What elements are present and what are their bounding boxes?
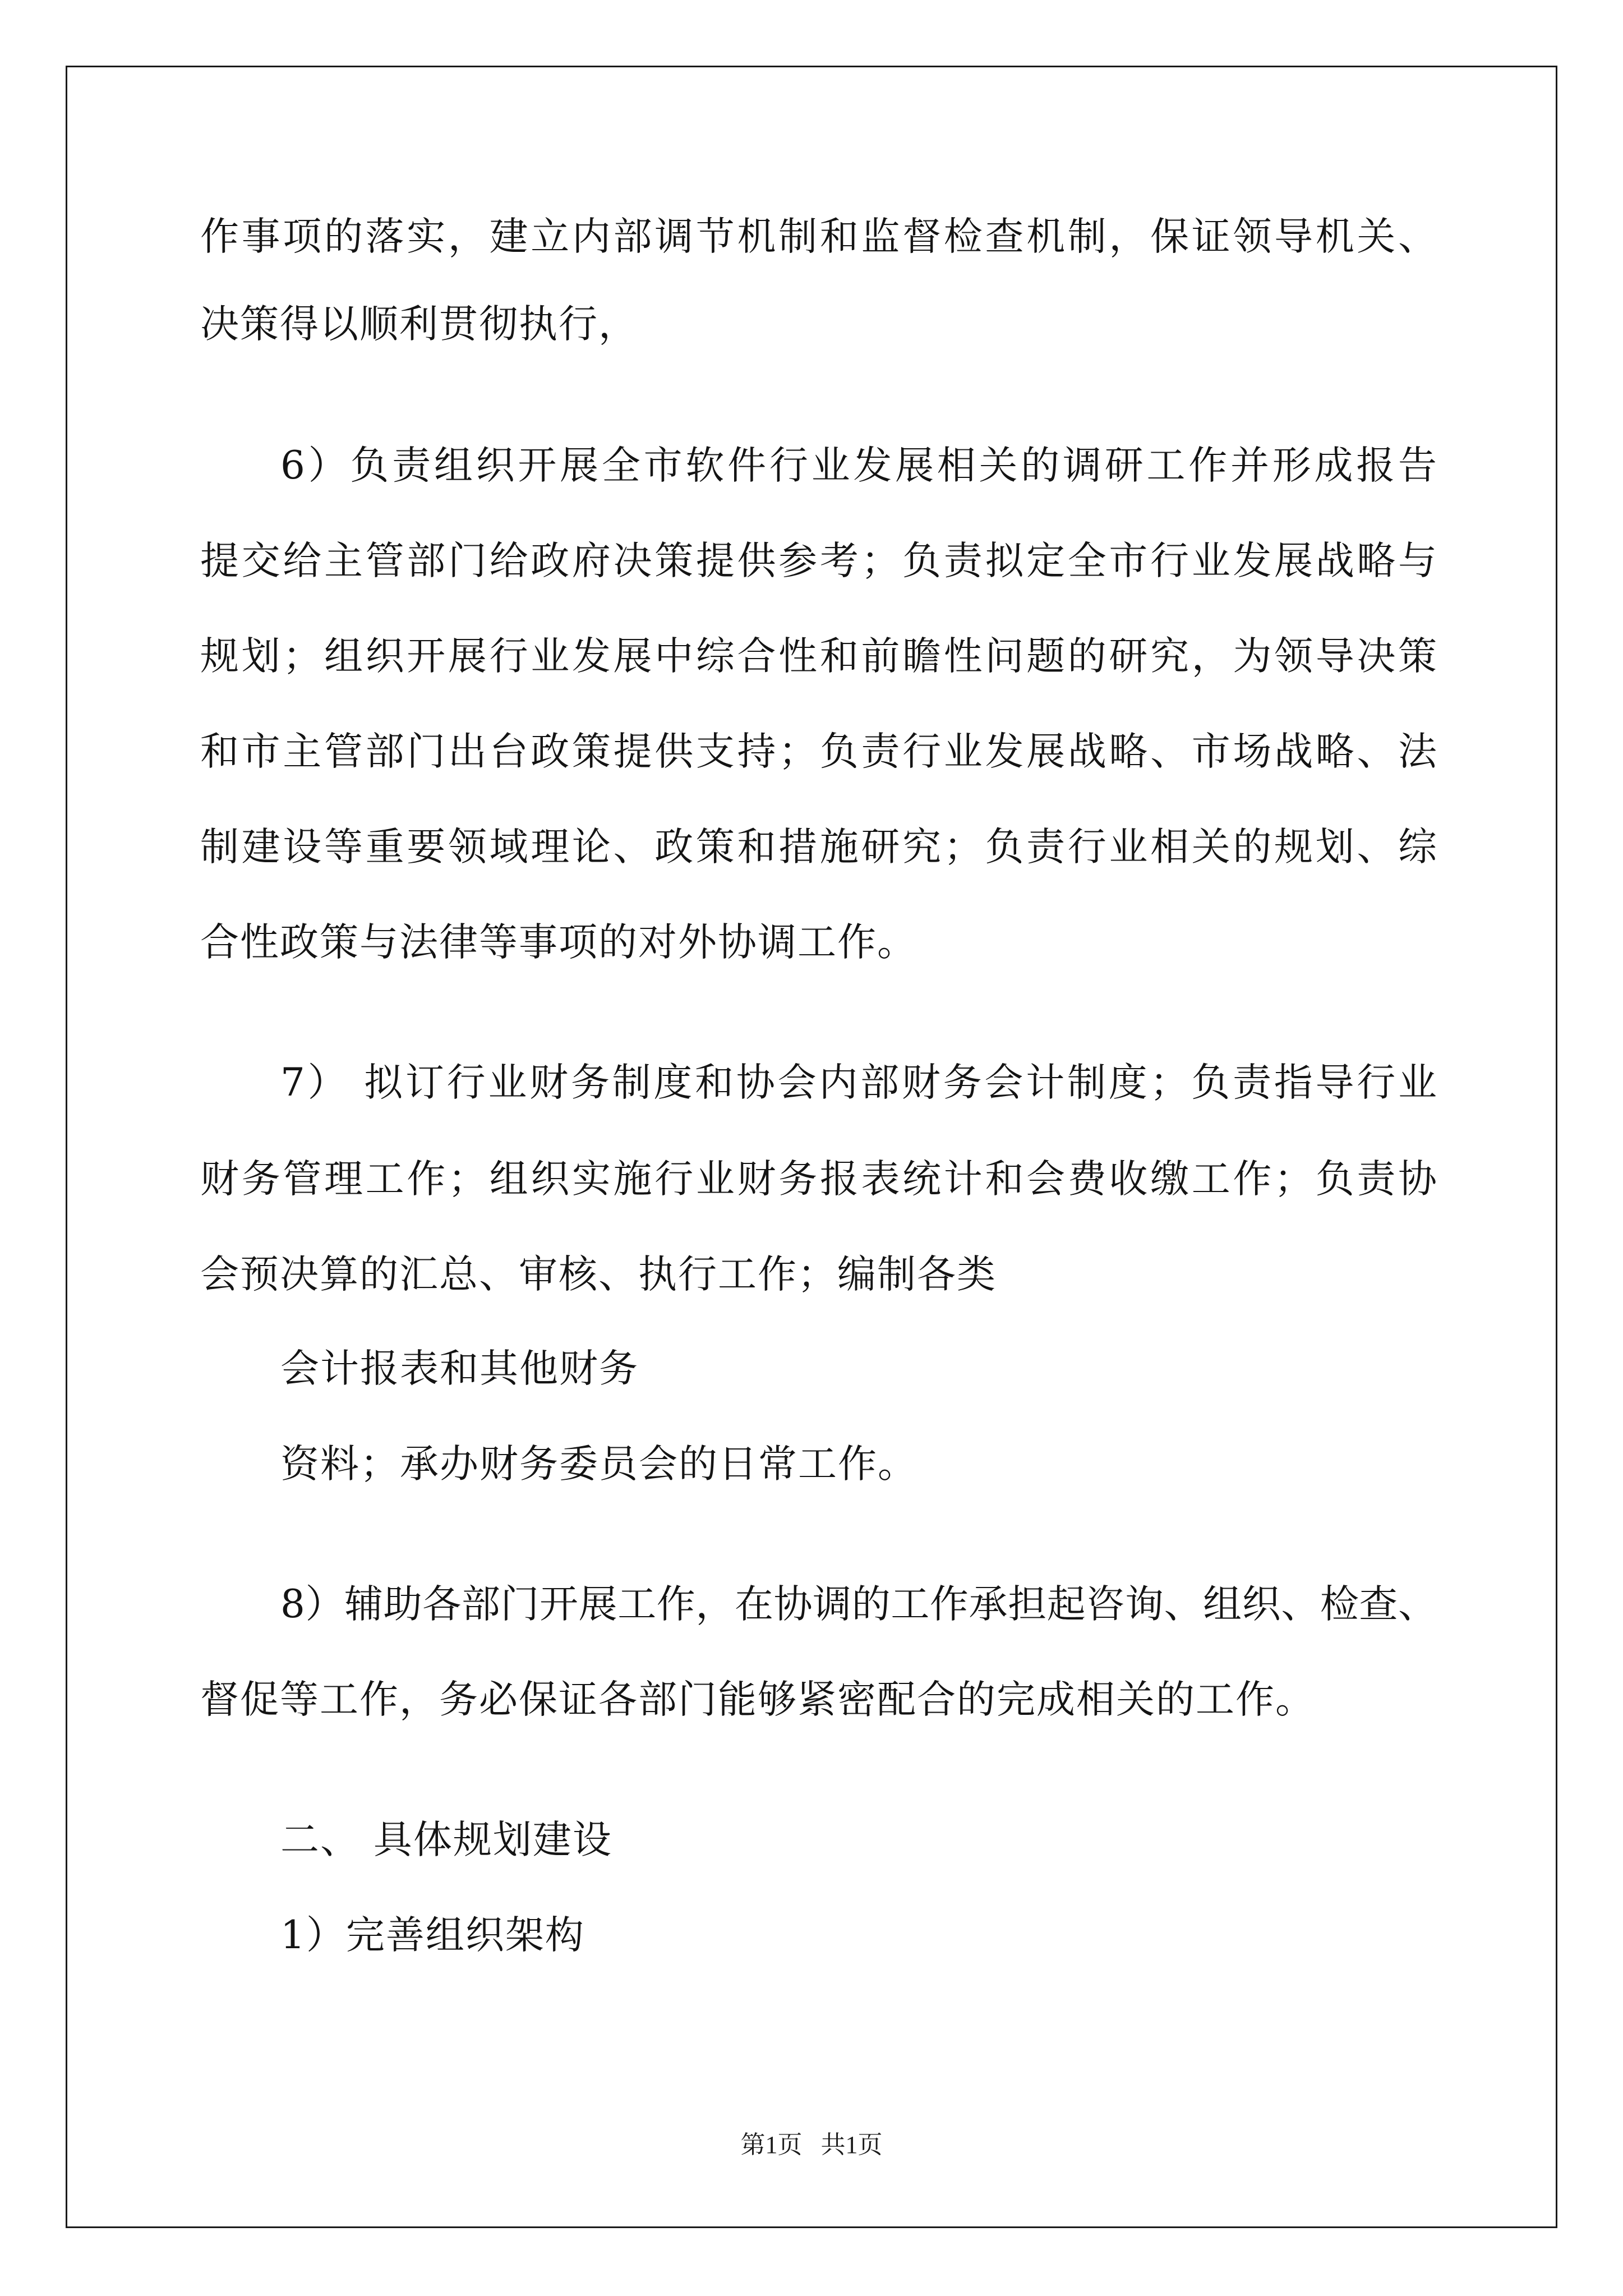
body-line: 合性政策与法律等事项的对外协调工作。 (200, 920, 917, 965)
page-border (66, 66, 1557, 2228)
body-line: 规划；组织开展行业发展中综合性和前瞻性问题的研究，为领导决策 (200, 634, 1437, 679)
body-line: 和市主管部门出台政策提供支持；负责行业发展战略、市场战略、法 (200, 729, 1437, 774)
body-line: 作事项的落实，建立内部调节机制和监督检查机制，保证领导机关、 (200, 214, 1437, 259)
paragraph-6-line: 6）负责组织开展全市软件行业发展相关的调研工作并形成报告 (280, 443, 1437, 488)
body-line: 决策得以顺利贯彻执行， (200, 302, 638, 347)
body-line: 制建设等重要领域理论、政策和措施研究；负责行业相关的规划、综 (200, 825, 1437, 869)
section-heading: 二、 具体规划建设 (280, 1818, 612, 1862)
paragraph-7-line: 7） 拟订行业财务制度和协会内部财务会计制度；负责指导行业 (280, 1060, 1437, 1105)
body-line: 资料；承办财务委员会的日常工作。 (280, 1442, 917, 1487)
subsection-heading: 1）完善组织架构 (280, 1913, 585, 1958)
body-line: 提交给主管部门给政府决策提供参考；负责拟定全市行业发展战略与 (200, 539, 1437, 583)
body-line: 会预决算的汇总、审核、执行工作；编制各类 (200, 1252, 997, 1297)
body-line: 会计报表和其他财务 (280, 1346, 639, 1391)
page-number-footer: 第1页 共1页 (740, 2131, 883, 2159)
body-line: 督促等工作，务必保证各部门能够紧密配合的完成相关的工作。 (200, 1677, 1315, 1722)
paragraph-8-line: 8）辅助各部门开展工作，在协调的工作承担起咨询、组织、检查、 (280, 1582, 1437, 1627)
body-line: 财务管理工作；组织实施行业财务报表统计和会费收缴工作；负责协 (200, 1157, 1437, 1202)
